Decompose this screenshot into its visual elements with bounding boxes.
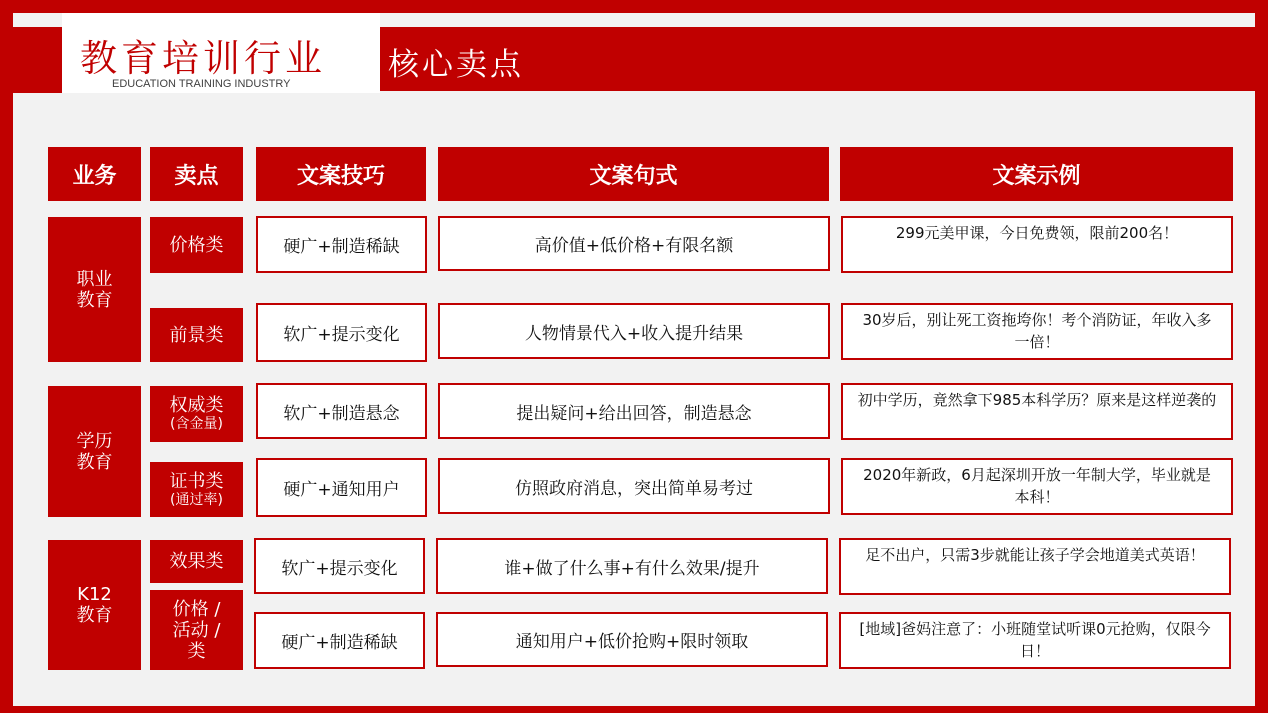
example-cell: 30岁后，别让死工资拖垮你！考个消防证，年收入多一倍！: [841, 303, 1233, 360]
selling-point-label: 效果类: [169, 551, 224, 572]
selling-point-note: (通过率): [170, 491, 223, 508]
column-header-selling-point: 卖点: [150, 147, 243, 201]
page-title: 核心卖点: [388, 47, 524, 83]
example-cell: 299元美甲课，今日免费领，限前200名！: [841, 216, 1233, 273]
selling-point: [150, 462, 243, 517]
selling-point-label: 活动 /: [172, 619, 221, 641]
business-vocational: [48, 217, 141, 362]
column-header-example: 文案示例: [840, 147, 1233, 201]
column-header-business: 业务: [48, 147, 141, 201]
pattern-cell: 高价值+低价格+有限名额: [438, 216, 830, 271]
technique-cell: 硬广+制造稀缺: [254, 612, 425, 669]
selling-point: [150, 386, 243, 442]
example-cell: [地域]爸妈注意了：小班随堂试听课0元抢购，仅限今日！: [839, 612, 1231, 669]
selling-point: [150, 217, 243, 273]
selling-point-note: (含金量): [170, 416, 223, 432]
column-header-pattern: 文案句式: [438, 147, 829, 201]
business-label: 职业: [76, 268, 113, 290]
selling-point-label: 权威类: [169, 395, 224, 416]
pattern-cell: 仿照政府消息，突出简单易考过: [438, 458, 830, 514]
header-left-accent: [13, 27, 62, 93]
technique-cell: 软广+提示变化: [254, 538, 425, 594]
business-label: 学历: [76, 430, 113, 452]
business-label: 教育: [76, 451, 113, 473]
selling-point-label: 前景类: [169, 324, 224, 346]
industry-subtitle: EDUCATION TRAINING INDUSTRY: [112, 78, 291, 90]
example-cell: 2020年新政，6月起深圳开放一年制大学，毕业就是本科！: [841, 458, 1233, 515]
selling-point: [150, 308, 243, 362]
pattern-cell: 谁+做了什么事+有什么效果/提升: [436, 538, 828, 594]
business-label: 教育: [76, 289, 113, 311]
technique-cell: 硬广+制造稀缺: [256, 216, 427, 273]
business-label: 教育: [76, 605, 113, 626]
technique-cell: 软广+提示变化: [256, 303, 427, 362]
business-academic: [48, 386, 141, 517]
industry-title: 教育培训行业: [80, 37, 326, 80]
pattern-cell: 通知用户+低价抢购+限时领取: [436, 612, 828, 667]
pattern-cell: 人物情景代入+收入提升结果: [438, 303, 830, 359]
technique-cell: 硬广+通知用户: [256, 458, 427, 517]
example-cell: 初中学历，竟然拿下985本科学历？原来是这样逆袭的: [841, 383, 1233, 440]
selling-point: [150, 540, 243, 583]
pattern-cell: 提出疑问+给出回答，制造悬念: [438, 383, 830, 439]
business-k12: [48, 540, 141, 670]
example-cell: 足不出户，只需3步就能让孩子学会地道美式英语！: [839, 538, 1231, 595]
selling-point: [150, 590, 243, 670]
selling-point-label: 类: [187, 640, 206, 662]
selling-point-label: 证书类: [169, 470, 224, 492]
business-label: K12: [77, 584, 112, 605]
selling-point-label: 价格类: [169, 234, 224, 256]
selling-point-label: 价格 /: [172, 598, 221, 620]
column-header-technique: 文案技巧: [256, 147, 426, 201]
technique-cell: 软广+制造悬念: [256, 383, 427, 439]
